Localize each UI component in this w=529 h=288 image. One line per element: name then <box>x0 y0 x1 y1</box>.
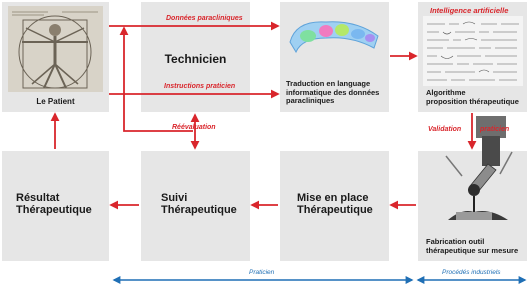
label-instructions: Instructions praticien <box>164 83 236 90</box>
label-praticien: Praticien <box>249 269 275 276</box>
traduction-label: Traduction en language informatique des données paracliniques <box>286 79 380 106</box>
fabrication-label-line2: thérapeutique sur mesure <box>426 246 519 255</box>
suivi-label-line2: Thérapeutique <box>161 204 237 216</box>
resultat-label-line2: Thérapeutique <box>16 204 92 216</box>
patient-label: Le Patient <box>36 97 75 106</box>
suivi-label-line1: Suivi <box>161 192 188 204</box>
algorithme-label-line1: Algorithme <box>426 88 466 97</box>
label-donnees: Données paracliniques <box>166 15 243 22</box>
technicien-label: Technicien <box>164 52 227 66</box>
label-reevaluation: Réévaluation <box>172 124 216 131</box>
label-praticien-red: praticien <box>480 126 510 133</box>
arrow-reevaluation-loop <box>124 28 193 131</box>
mise-label-line1: Mise en place <box>297 192 369 204</box>
mise-label-line2: Thérapeutique <box>297 204 373 216</box>
algorithme-label-line2: proposition thérapeutique <box>426 97 519 106</box>
label-intelligence: Intelligence artificielle <box>430 6 509 15</box>
label-validation: Validation <box>428 126 462 133</box>
label-procedes: Procédés industriels <box>442 269 501 276</box>
fabrication-label-line1: Fabrication outil <box>426 237 485 246</box>
resultat-label-line1: Résultat <box>16 192 60 204</box>
